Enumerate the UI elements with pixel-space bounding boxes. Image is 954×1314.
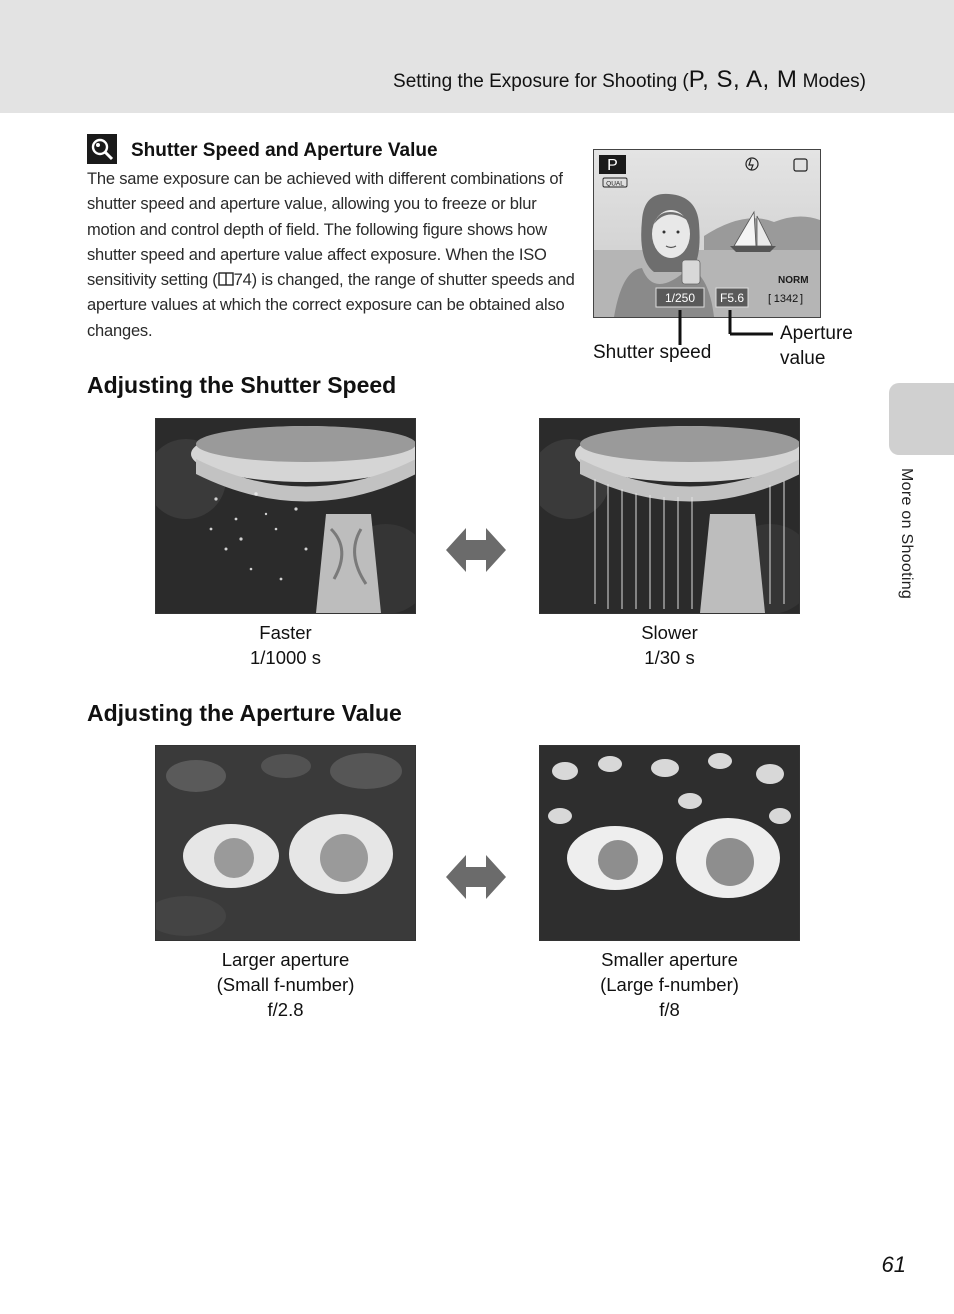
- tip-body-text-2: ) is changed, the range of shutter speeds and aperture values at which the correct exposure can be obtained also changes.: [87, 271, 575, 340]
- header-title-prefix: Setting the Exposure for Shooting (: [393, 71, 689, 92]
- svg-text:]: ]: [800, 293, 804, 305]
- tip-body-ref-page: 74: [233, 271, 252, 290]
- monitor-image-mode: NORM: [778, 275, 809, 286]
- svg-text:[: [: [768, 293, 772, 305]
- slower-caption-line1: Slower: [641, 622, 698, 643]
- shutter-speed-label: Shutter speed: [593, 342, 712, 363]
- aperture-section-title: Adjusting the Aperture Value: [87, 700, 402, 726]
- chapter-tab-label: More on Shooting: [898, 468, 915, 600]
- slower-caption-line2: 1/30 s: [644, 647, 695, 668]
- smaller-aperture-line1: Smaller aperture: [601, 949, 738, 970]
- header-title: [393, 66, 866, 94]
- tip-body-text-1: The same exposure can be achieved with different combinations of shutter speed and aperture value, allowing you to freeze or blur motion and control depth of field. The following figure shows how shutter speed and aperture value affect exposure. When the ISO sensitivity setting (: [87, 170, 563, 290]
- page-header: [0, 0, 954, 113]
- monitor-scene-image: [594, 150, 820, 317]
- faster-caption: [156, 620, 415, 670]
- faster-caption-line2: 1/1000 s: [250, 647, 321, 668]
- header-title-suffix: Modes): [797, 71, 866, 92]
- double-arrow-icon: [446, 528, 506, 572]
- chapter-tab: [889, 383, 954, 455]
- larger-aperture-line3: f/2.8: [267, 999, 304, 1020]
- smaller-aperture-caption: [540, 947, 799, 1022]
- page-number: 61: [881, 1252, 906, 1277]
- faster-caption-line1: Faster: [259, 622, 312, 643]
- monitor-shutter-readout: 1/250: [664, 291, 696, 305]
- smaller-aperture-line2: (Large f-number): [600, 974, 739, 995]
- monitor-quality-indicator: QUAL: [606, 180, 624, 188]
- fountain-slow-shutter-photo: [539, 418, 800, 614]
- aperture-value-label: [780, 321, 853, 371]
- aperture-label-line1: Aperture: [780, 323, 853, 344]
- double-arrow-icon-2: [446, 855, 506, 899]
- monitor-mode-indicator: P: [607, 157, 618, 174]
- book-reference-icon: [218, 272, 234, 286]
- tip-heading: Shutter Speed and Aperture Value: [131, 140, 438, 161]
- camera-monitor-illustration: [593, 149, 821, 318]
- larger-aperture-line1: Larger aperture: [221, 949, 350, 970]
- aperture-label-line2: value: [780, 348, 826, 369]
- tip-body: [87, 167, 575, 344]
- shutter-section-title: Adjusting the Shutter Speed: [87, 372, 397, 398]
- flowers-small-aperture-photo: [539, 745, 800, 941]
- header-title-modes: P, S, A, M: [688, 66, 798, 93]
- flowers-large-aperture-photo: [155, 745, 416, 941]
- larger-aperture-caption: [156, 947, 415, 1022]
- larger-aperture-line2: (Small f-number): [216, 974, 355, 995]
- smaller-aperture-line3: f/8: [659, 999, 680, 1020]
- fountain-fast-shutter-photo: [155, 418, 416, 614]
- tip-magnifier-icon: [87, 134, 117, 164]
- monitor-aperture-readout: F5.6: [719, 291, 745, 305]
- monitor-remaining-shots: 1342: [773, 293, 799, 305]
- slower-caption: [540, 620, 799, 670]
